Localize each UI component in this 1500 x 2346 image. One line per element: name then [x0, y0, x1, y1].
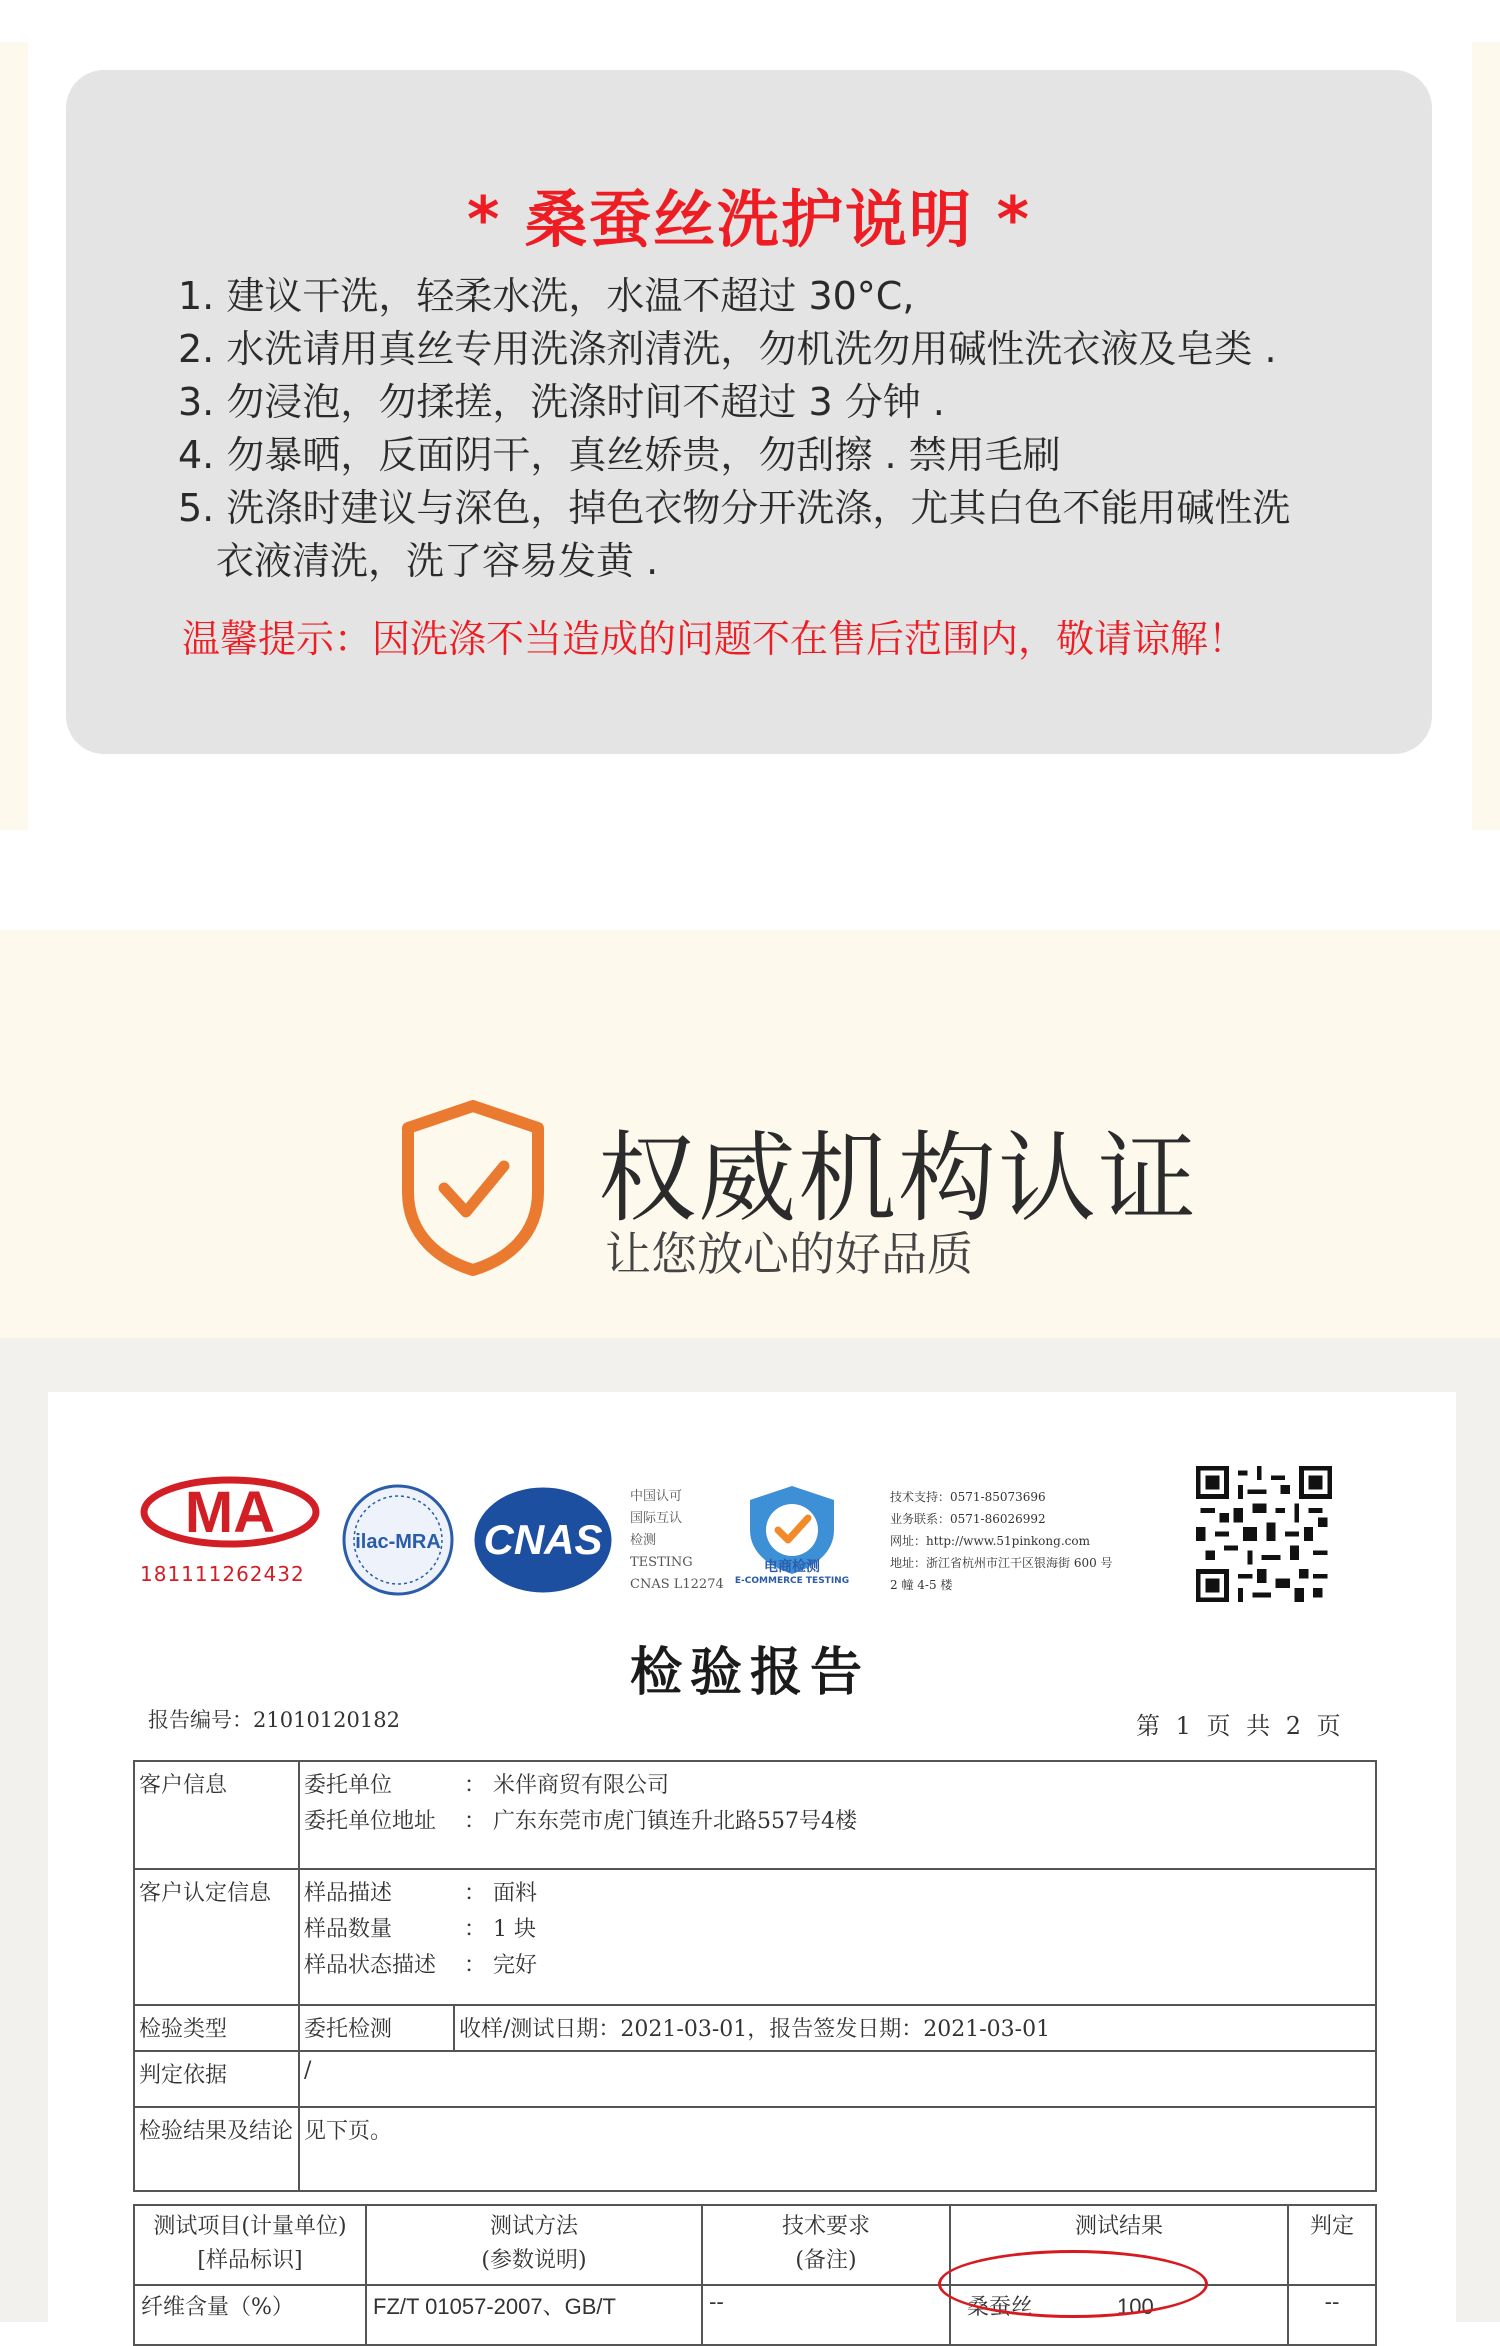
- svg-text:ilac-MRA: ilac-MRA: [355, 1531, 441, 1553]
- warm-tip: 温馨提示：因洗涤不当造成的问题不在售后范围内，敬请谅解！: [182, 617, 1247, 661]
- report-page-indicator: 第 1 页 共 2 页: [1136, 1712, 1345, 1740]
- list-item: 1. 建议干洗，轻柔水洗，水温不超过 30°C,: [178, 274, 915, 318]
- ma-logo: [140, 1476, 320, 1586]
- table-cell: 桑蚕丝 100: [950, 2285, 1288, 2345]
- ecommerce-testing-en: E-COMMERCE TESTING: [734, 1576, 850, 1586]
- table-cell: 客户信息: [134, 1761, 299, 1869]
- table-row: [134, 1869, 1376, 2005]
- table-cell: 纤维含量（%）: [134, 2285, 366, 2345]
- table-cell: 委托单位 ： 米伴商贸有限公司 委托单位地址 ： 广东东莞市虎门镇连升北路557号4楼: [299, 1761, 1376, 1869]
- list-item: 4. 勿暴晒，反面阴干，真丝娇贵，勿刮擦 . 禁用毛刷: [178, 433, 1061, 477]
- table-row: [134, 2005, 1376, 2051]
- list-item: 5. 洗涤时建议与深色，掉色衣物分开洗涤，尤其白色不能用碱性洗 衣液清洗，洗了容易发黄 .: [178, 486, 1291, 583]
- report-number: 报告编号：21010120182: [148, 1708, 400, 1732]
- table-row: [134, 1761, 1376, 1869]
- table-row: [134, 2051, 1376, 2107]
- table-cell: 样品描述 ： 面料 样品数量 ： 1 块 样品状态描述 ： 完好: [299, 1869, 1376, 2005]
- svg-text:MA: MA: [184, 1480, 276, 1545]
- table-cell: 委托检测: [299, 2005, 454, 2051]
- table-cell: --: [702, 2285, 950, 2345]
- authority-title: 权威机构认证: [598, 1122, 1199, 1236]
- report-info-table: [133, 1760, 1377, 2192]
- table-cell: 检验结果及结论: [134, 2107, 299, 2191]
- table-cell: 判定依据: [134, 2051, 299, 2107]
- authority-subtitle: 让您放心的好品质: [605, 1227, 973, 1281]
- table-header: 测试项目(计量单位) [样品标识]: [134, 2205, 366, 2285]
- table-row: [134, 2107, 1376, 2191]
- table-header: 测试结果: [950, 2205, 1288, 2285]
- shield-check-icon: [400, 1100, 546, 1276]
- cnas-logo: [470, 1482, 616, 1598]
- care-card: [66, 70, 1432, 754]
- table-cell: 客户认定信息: [134, 1869, 299, 2005]
- table-cell: 检验类型: [134, 2005, 299, 2051]
- certification-text: 中国认可 国际互认 检测 TESTING CNAS L12274: [630, 1489, 724, 1592]
- list-item: 2. 水洗请用真丝专用洗涤剂清洗，勿机洗勿用碱性洗衣液及皂类 .: [178, 327, 1277, 371]
- report-title: 检验报告: [629, 1642, 870, 1703]
- qr-code-icon: [1196, 1464, 1332, 1604]
- table-header: 技术要求 (备注): [702, 2205, 950, 2285]
- table-cell: 见下页。: [299, 2107, 1376, 2191]
- care-instructions-list: [178, 270, 1378, 588]
- table-header: 测试方法 (参数说明): [366, 2205, 702, 2285]
- ilac-mra-logo: [340, 1482, 456, 1598]
- table-cell: FZ/T 01057-2007、GB/T: [366, 2285, 702, 2345]
- table-cell: --: [1288, 2285, 1376, 2345]
- ma-number: 181111262432: [140, 1562, 305, 1586]
- care-title: * 桑蚕丝洗护说明 *: [466, 183, 1032, 256]
- ecommerce-testing-cn: 电商检测: [764, 1559, 820, 1575]
- table-header: 判定: [1288, 2205, 1376, 2285]
- list-item: 3. 勿浸泡，勿揉搓，洗涤时间不超过 3 分钟 .: [178, 380, 945, 424]
- svg-text:CNAS: CNAS: [483, 1516, 603, 1563]
- background-strip: [1472, 42, 1500, 830]
- table-cell: /: [299, 2051, 1376, 2107]
- highlight-ellipse: [938, 2250, 1208, 2318]
- table-cell: 收样/测试日期：2021-03-01，报告签发日期：2021-03-01: [454, 2005, 1376, 2051]
- lab-contact-info: 技术支持：0571-85073696 业务联系：0571-86026992 网址：http://www.51pinkong.com 地址：浙江省杭州市江干区银海街 600 号 2 幢 4-5 楼: [890, 1490, 1113, 1592]
- background-strip: [0, 42, 28, 830]
